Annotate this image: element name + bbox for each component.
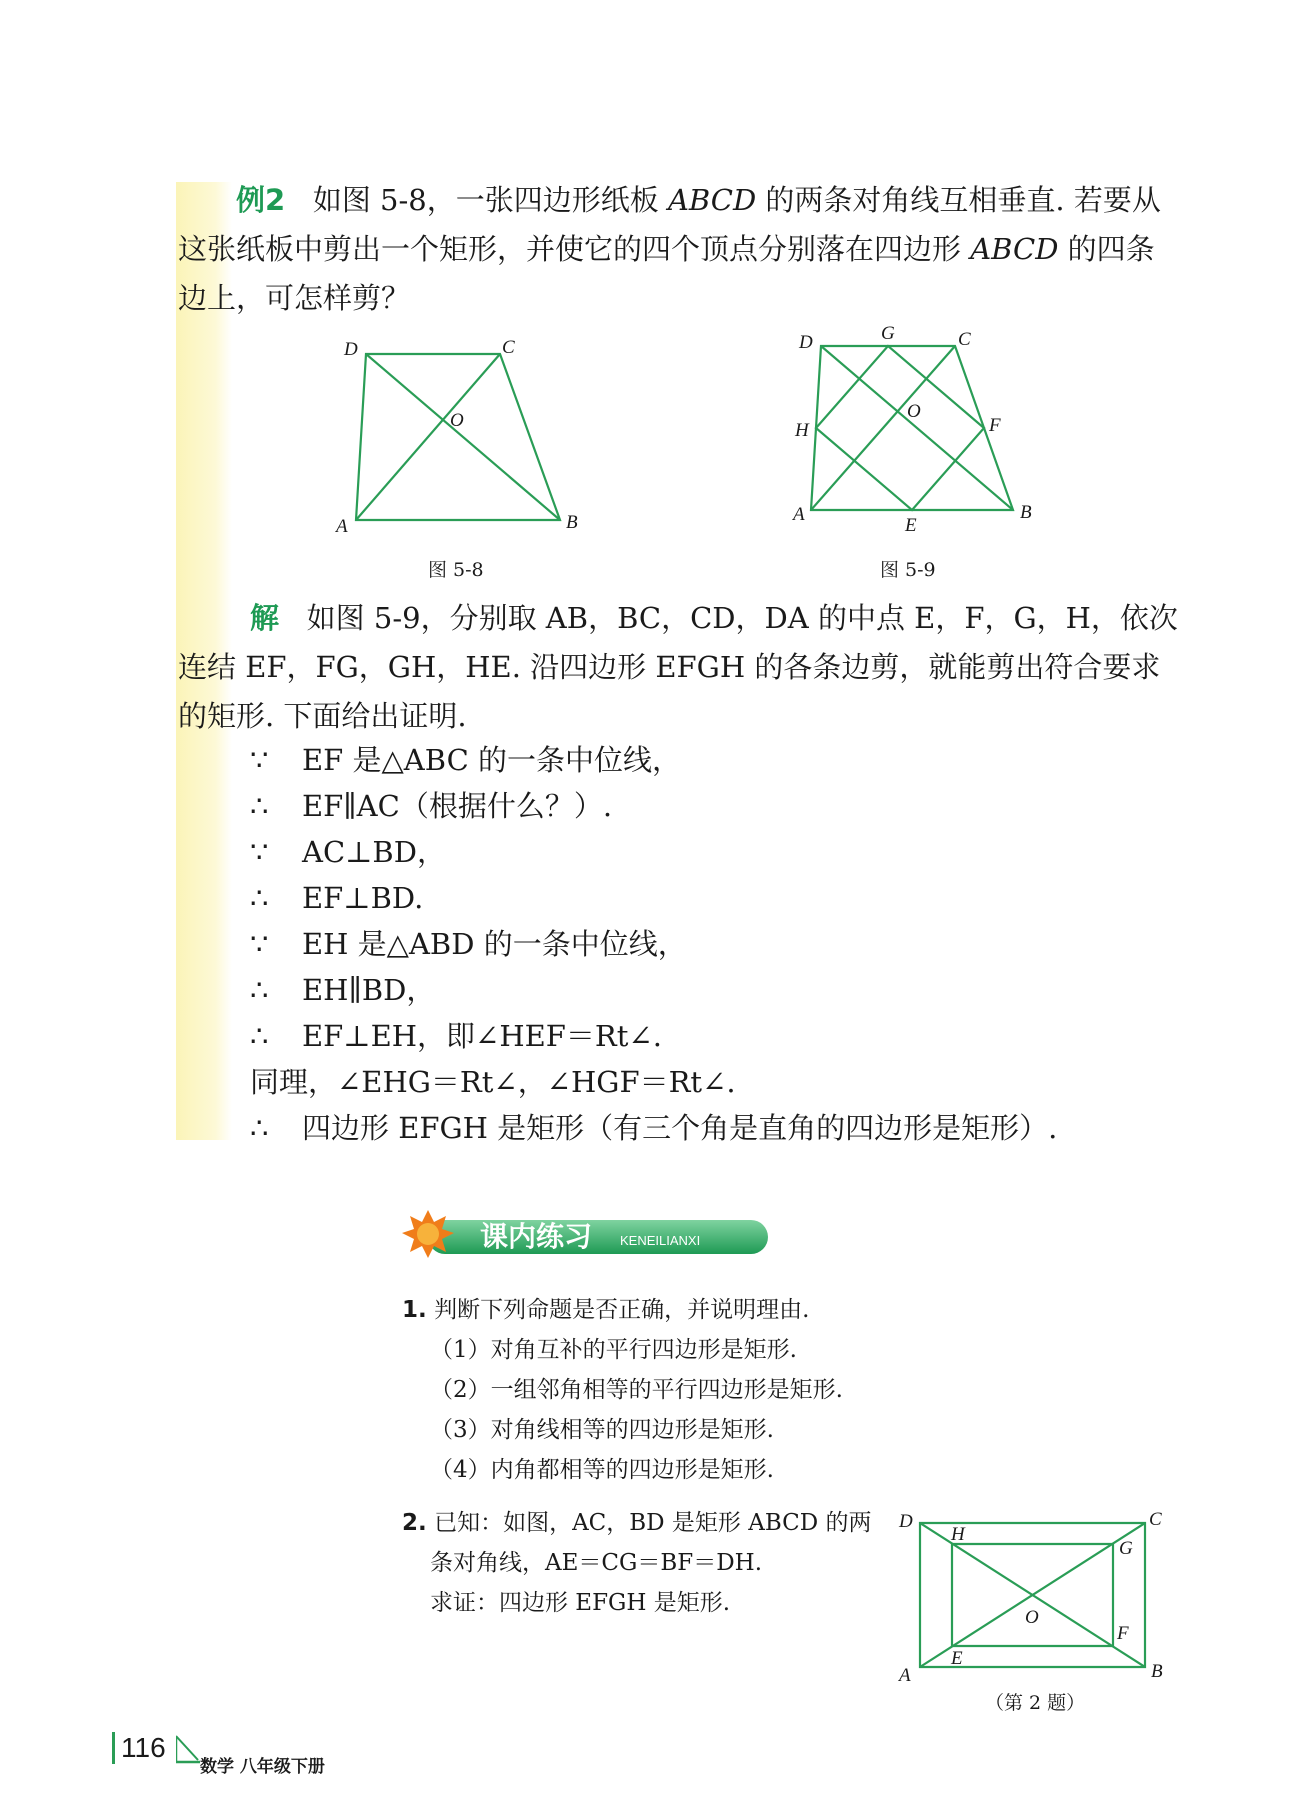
label-e: E [951,1648,963,1669]
label-e: E [905,515,917,536]
page-corner-icon [176,1734,202,1764]
example-text-a: 如图 5-8，一张四边形纸板 [312,183,668,217]
exercise-1-item: （2）一组邻角相等的平行四边形是矩形. [430,1377,843,1403]
label-c: C [502,337,515,358]
proof-line: ∴ EH∥BD， [250,973,436,1007]
practice-banner [402,1208,772,1262]
exercise-2-line: 求证：四边形 EFGH 是矩形. [430,1590,731,1616]
figure-5-9-caption: 图 5-9 [880,559,936,581]
label-h: H [795,420,809,441]
figure-5-8 [330,330,590,540]
label-g: G [881,323,895,344]
solution-label: 解 [250,601,280,635]
label-o: O [907,401,921,422]
label-o: O [1025,1607,1039,1628]
exercise-2-line: 条对角线，AE＝CG＝BF＝DH. [430,1550,763,1576]
exercise-2-figure [895,1505,1175,1685]
example-text-d: ABCD [970,232,1059,266]
label-d: D [899,1511,913,1532]
exercise-1-item: （4）内角都相等的四边形是矩形. [430,1457,774,1483]
label-f: F [989,415,1001,436]
exercise-2: 2. 已知：如图，AC，BD 是矩形 ABCD 的两 [402,1510,872,1536]
example-text-e: 的四条边上，可怎样剪？ [178,232,1155,315]
label-a: A [899,1665,911,1685]
proof-line: ∵ AC⊥BD， [250,835,446,869]
label-b: B [566,512,578,533]
exercise-2-caption: （第 2 题） [985,1692,1086,1714]
practice-subtitle: KENEILIANXI [620,1233,701,1248]
label-f: F [1117,1623,1129,1644]
label-c: C [958,329,971,350]
example-text-b: ABCD [667,183,757,217]
practice-title: 课内练习 [480,1220,593,1253]
label-g: G [1119,1538,1133,1559]
example-label: 例2 [236,183,286,217]
label-c: C [1149,1509,1162,1530]
example-paragraph [178,176,1178,323]
proof-line: ∵ EH 是△ABD 的一条中位线， [250,927,687,961]
label-b: B [1020,502,1032,523]
proof-line: 同理，∠EHG＝Rt∠，∠HGF＝Rt∠. [250,1065,736,1099]
diagonal-ac [356,354,500,520]
example-text-c: 的两条对角线互相垂直. 若要从这张纸板中剪出一个矩形，并使它的四个顶点分别落在四边形 [178,183,1161,266]
exercise-1-item: （1）对角互补的平行四边形是矩形. [430,1337,797,1363]
figure-5-9 [785,318,1045,543]
rectangle-efgh [816,346,984,510]
solution-paragraph [178,594,1178,741]
solution-text: 如图 5-9，分别取 AB，BC，CD，DA 的中点 E，F，G，H，依次连结 EF，FG，GH，HE. 沿四边形 EFGH 的各条边剪，就能剪出符合要求的矩形. 下面给出证明. [178,601,1178,733]
label-d: D [799,332,813,353]
label-a: A [793,504,805,525]
page-number: 116 [112,1732,166,1764]
label-h: H [951,1524,965,1545]
exercise-1: 1. 判断下列命题是否正确，并说明理由. [402,1297,810,1323]
proof-line: ∵ EF 是△ABC 的一条中位线， [250,743,682,777]
proof-line: ∴ EF⊥EH，即∠HEF＝Rt∠. [250,1019,662,1053]
label-b: B [1151,1661,1163,1682]
label-a: A [336,516,348,537]
proof-line: ∴ EF⊥BD. [250,881,424,915]
proof-line: ∴ 四边形 EFGH 是矩形（有三个角是直角的四边形是矩形）. [250,1111,1058,1145]
exercise-1-item: （3）对角线相等的四边形是矩形. [430,1417,774,1443]
label-d: D [344,339,358,360]
book-title: 数学 八年级下册 [200,1757,325,1777]
figure-5-8-caption: 图 5-8 [428,559,484,581]
proof-line: ∴ EF∥AC（根据什么？）. [250,789,613,823]
label-o: O [450,410,464,431]
